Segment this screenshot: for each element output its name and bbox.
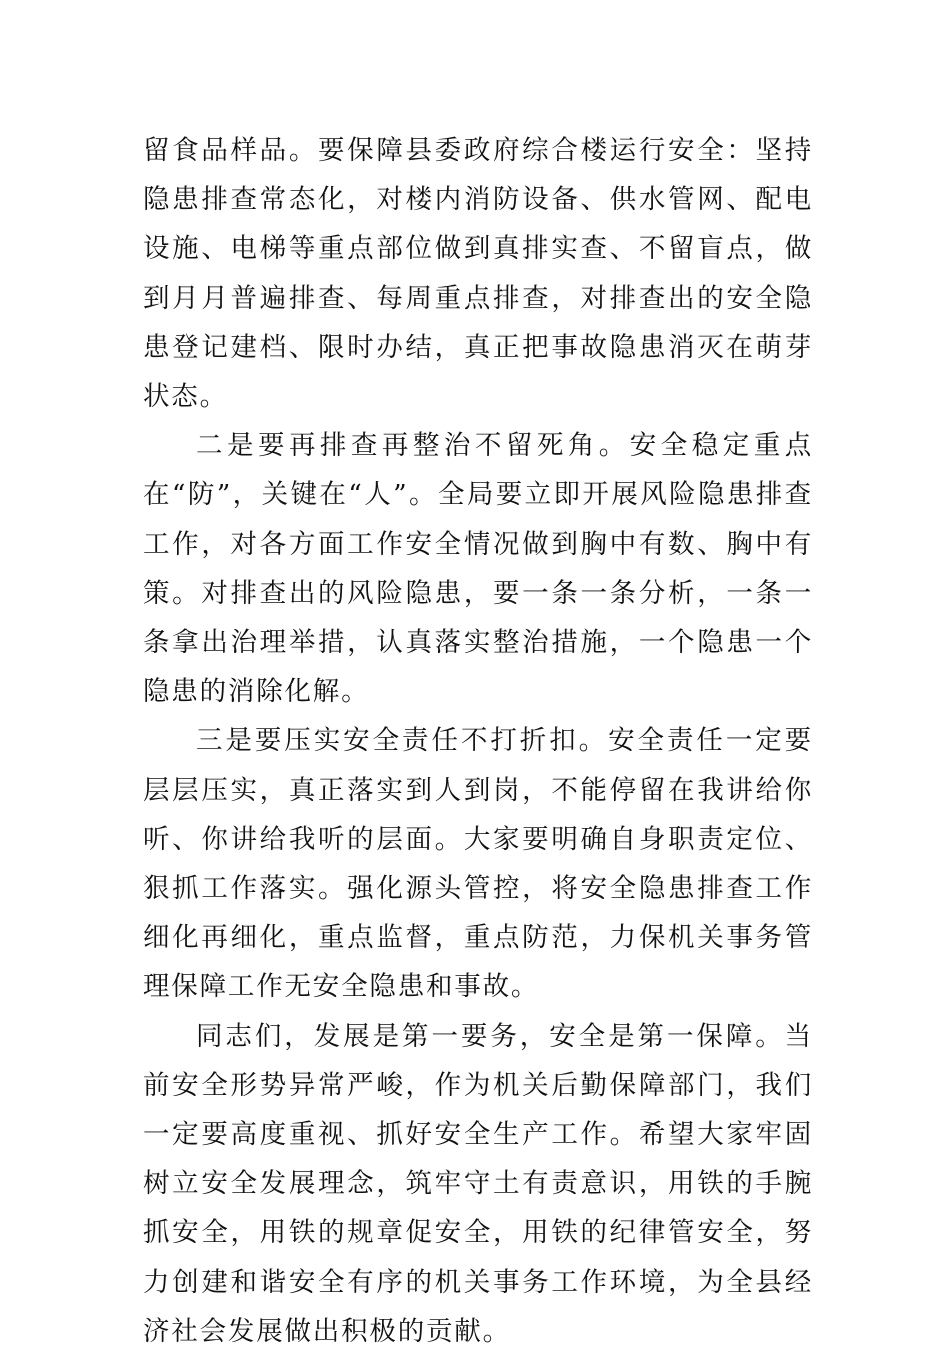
paragraph-closing: 同志们，发展是第一要务，安全是第一保障。当前安全形势异常严峻，作为机关后勤保障部门，我们一定要高度重视、抓好安全生产工作。希望大家牢固树立安全发展理念，筑牢守土有责意识，用铁的手腕抓安全，用铁的规章促安全，用铁的纪律管安全，努力创建和谐安全有序的机关事务工作环境，为全县经济社会发展做出积极的贡献。: [143, 1020, 813, 1347]
paragraph-continuation: 留食品样品。要保障县委政府综合楼运行安全：坚持隐患排查常态化，对楼内消防设备、供水管网、配电设施、电梯等重点部位做到真排实查、不留盲点，做到月月普遍排查、每周重点排查，对排查出的安全隐患登记建档、限时办结，真正把事故隐患消灭在萌芽状态。: [143, 135, 813, 413]
paragraph-point-two: 二是要再排查再整治不留死角。安全稳定重点在“防”，关键在“人”。全局要立即开展风险隐患排查工作，对各方面工作安全情况做到胸中有数、胸中有策。对排查出的风险隐患，要一条一条分析，一条一条拿出治理举措，认真落实整治措施，一个隐患一个隐患的消除化解。: [143, 430, 813, 708]
document-body: [143, 126, 813, 1356]
paragraph-point-three: 三是要压实安全责任不打折扣。安全责任一定要层层压实，真正落实到人到岗，不能停留在我讲给你听、你讲给我听的层面。大家要明确自身职责定位、狠抓工作落实。强化源头管控，将安全隐患排查工作细化再细化，重点监督，重点防范，力保机关事务管理保障工作无安全隐患和事故。: [143, 725, 813, 1003]
